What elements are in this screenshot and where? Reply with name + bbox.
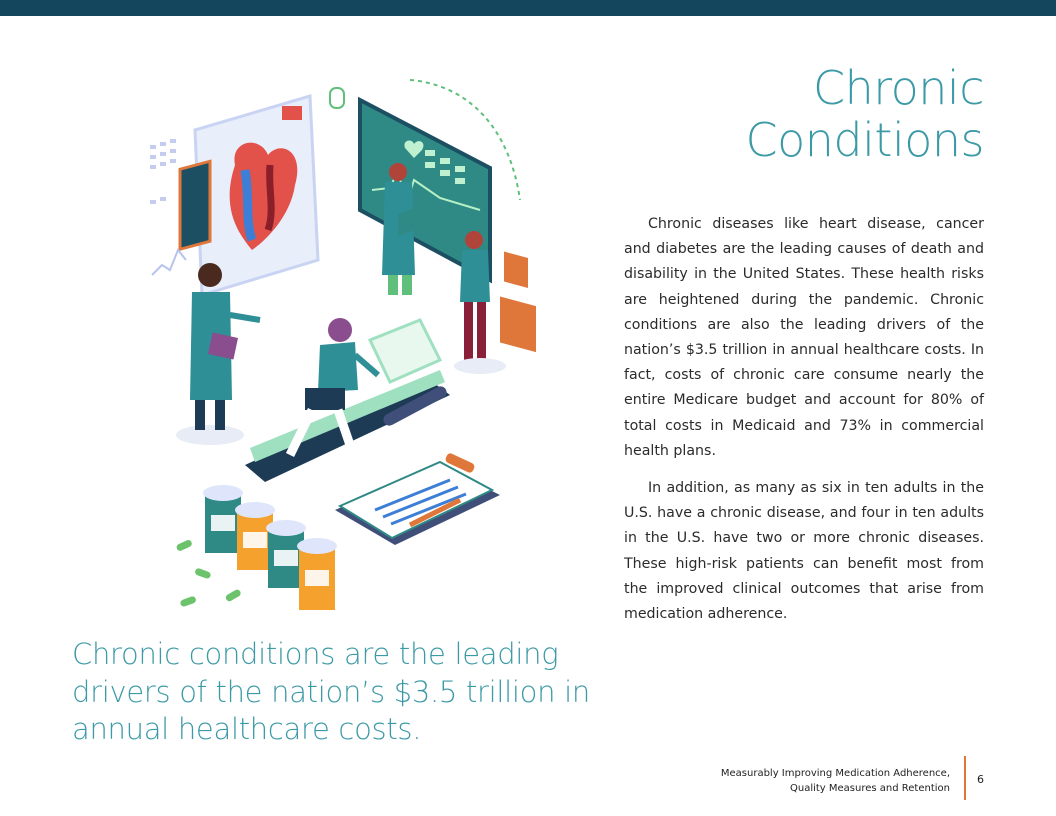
top-banner-bar	[0, 0, 1056, 16]
body-paragraph-2: In addition, as many as six in ten adults in the U.S. have a chronic disease, and four in ten adults in the U.S. have two or more chronic diseases. These high-risk patients can benefit most from the improved clinical outcomes that arise from medication adherence.	[624, 480, 984, 623]
health-monitor-screen	[330, 80, 536, 352]
healthcare-illustration	[140, 70, 560, 630]
page-number: 6	[977, 773, 984, 786]
title-line-1: Chronic	[812, 61, 984, 115]
title-line-2: Conditions	[745, 113, 984, 167]
footer-line-1: Measurably Improving Medication Adherence,	[720, 768, 950, 779]
page-title	[564, 62, 984, 166]
footer-line-2: Quality Measures and Retention	[789, 783, 950, 794]
pill-bottles-icon	[203, 485, 337, 610]
pull-quote: Chronic conditions are the leading drivers of the nation’s $3.5 trillion in annual healthcare costs.	[72, 637, 590, 746]
body-text	[624, 212, 984, 639]
body-paragraph-1: Chronic diseases like heart disease, cancer and diabetes are the leading causes of death and disability in the United States. These health risks are heightened during the pandemic. Chronic conditions are also the leading drivers of the nation’s $3.5 trillion in annual healthcare costs. In fact, costs of chronic care consume nearly the entire Medicare budget and account for 80% of total costs in Medicaid and 73% in commercial health plans.	[624, 216, 984, 459]
footer-divider	[964, 756, 966, 800]
footer-document-title	[650, 766, 950, 796]
clipboard-icon	[335, 452, 500, 545]
heart-anatomy-panel	[150, 96, 318, 295]
